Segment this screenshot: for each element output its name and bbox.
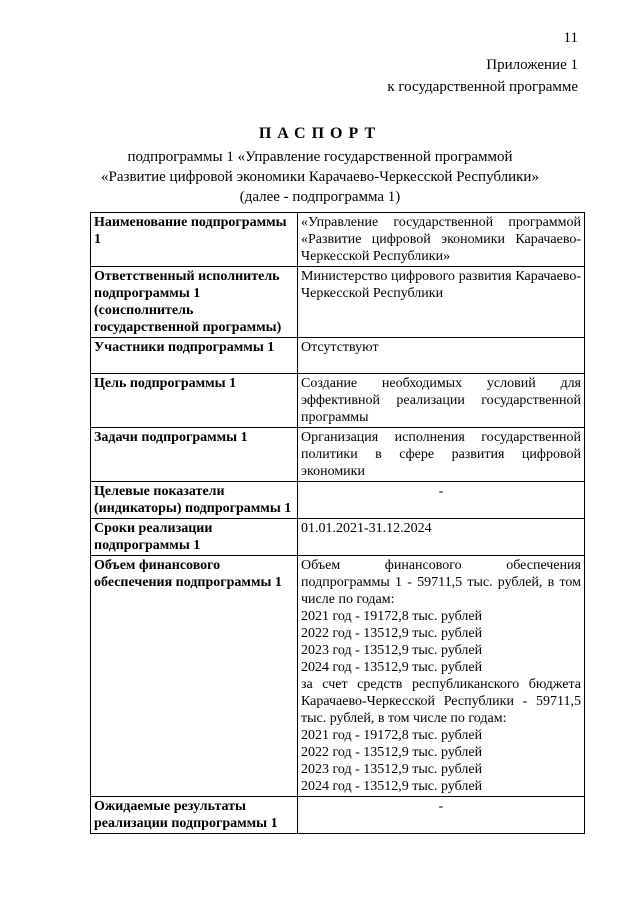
funding-line: 2023 год - 13512,9 тыс. рублей [301, 762, 483, 777]
table-row [91, 556, 585, 797]
funding-line: 2024 год - 13512,9 тыс. рублей [301, 660, 483, 675]
row-value: «Управление государственной программой «Развитие цифровой экономики Карачаево-Черкесской Республики» [298, 213, 585, 267]
document-header [0, 124, 640, 207]
funding-line: 2022 год - 13512,9 тыс. рублей [301, 626, 483, 641]
table-row [91, 267, 585, 338]
row-label: Задачи подпрограммы 1 [91, 428, 298, 482]
funding-line: 2024 год - 13512,9 тыс. рублей [301, 779, 483, 794]
row-value: - [298, 482, 585, 519]
row-label: Ожидаемые результаты реализации подпрограммы 1 [91, 797, 298, 834]
header-line-3: (далее - подпрограмма 1) [239, 189, 401, 205]
appendix-note [387, 54, 578, 98]
header-line-1: подпрограммы 1 «Управление государственной программой [127, 149, 513, 165]
row-value [298, 556, 585, 797]
row-label: Ответственный исполнитель подпрограммы 1 (соисполнитель государственной программы) [91, 267, 298, 338]
row-label: Сроки реализации подпрограммы 1 [91, 519, 298, 556]
funding-line: 2021 год - 19172,8 тыс. рублей [301, 609, 483, 624]
row-value: 01.01.2021-31.12.2024 [298, 519, 585, 556]
row-label: Наименование подпрограммы 1 [91, 213, 298, 267]
funding-line: 2023 год - 13512,9 тыс. рублей [301, 643, 483, 658]
row-label: Целевые показатели (индикаторы) подпрограммы 1 [91, 482, 298, 519]
row-label: Объем финансового обеспечения подпрограммы 1 [91, 556, 298, 797]
table-row [91, 338, 585, 374]
table-row [91, 428, 585, 482]
row-value: Организация исполнения государственной политики в сфере развития цифровой экономики [298, 428, 585, 482]
funding-line: за счет средств республиканского бюджета Карачаево-Черкесской Республики - 59711,5 тыс. рублей, в том числе по годам: [301, 677, 581, 726]
document-title: ПАСПОРТ [258, 125, 382, 142]
row-value: - [298, 797, 585, 834]
row-label: Участники подпрограммы 1 [91, 338, 298, 374]
table-row [91, 797, 585, 834]
table-row [91, 482, 585, 519]
appendix-line-1: Приложение 1 [486, 57, 578, 73]
row-value: Отсутствуют [298, 338, 585, 374]
header-line-2: «Развитие цифровой экономики Карачаево-Черкесской Республики» [101, 169, 539, 185]
funding-line: Объем финансового обеспечения подпрограммы 1 - 59711,5 тыс. рублей, в том числе по годам: [301, 558, 581, 607]
table-row [91, 213, 585, 267]
appendix-line-2: к государственной программе [387, 79, 578, 95]
passport-table [90, 212, 585, 834]
row-label: Цель подпрограммы 1 [91, 374, 298, 428]
page-number: 11 [563, 30, 578, 46]
table-row [91, 519, 585, 556]
table-row [91, 374, 585, 428]
row-value: Создание необходимых условий для эффективной реализации государственной программы [298, 374, 585, 428]
row-value: Министерство цифрового развития Карачаево-Черкесской Республики [298, 267, 585, 338]
funding-line: 2021 год - 19172,8 тыс. рублей [301, 728, 483, 743]
funding-line: 2022 год - 13512,9 тыс. рублей [301, 745, 483, 760]
